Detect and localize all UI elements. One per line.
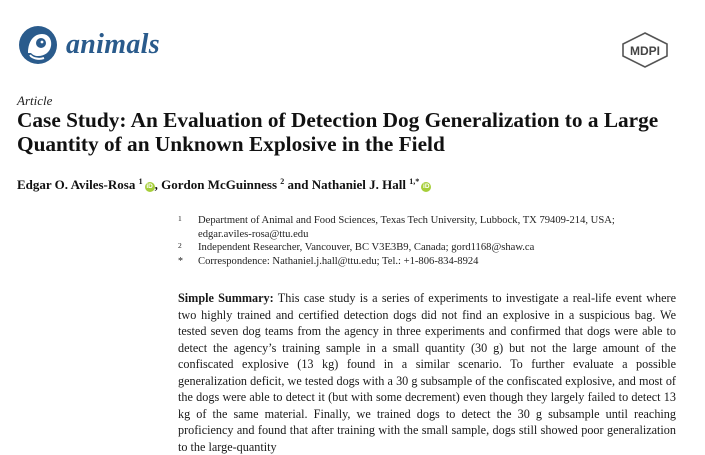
author-separator: , [154, 177, 162, 192]
affiliation-line: Independent Researcher, Vancouver, BC V3E3B9, Canada; gord1168@shaw.ca [198, 242, 535, 253]
orcid-icon[interactable]: iD [423, 183, 430, 190]
svg-text:MDPI: MDPI [630, 44, 660, 58]
animals-monkey-icon [18, 25, 58, 65]
affiliation-line: edgar.aviles-rosa@ttu.edu [198, 228, 309, 240]
author-affiliation-mark: 1,* [409, 177, 420, 186]
author-affiliation-mark: 1 [138, 177, 143, 186]
affiliation-mark: 2 [178, 241, 182, 250]
author-name[interactable]: Gordon McGuinness [161, 177, 278, 192]
author-list [17, 177, 431, 193]
affiliations [178, 214, 615, 268]
journal-logo[interactable] [18, 25, 160, 65]
summary-heading: Simple Summary: [178, 291, 274, 305]
affiliation-item [178, 241, 615, 255]
author-name[interactable]: Nathaniel J. Hall [311, 177, 407, 192]
affiliation-line: Department of Animal and Food Sciences, Texas Tech University, Lubbock, TX 79409-214, USA; [198, 215, 615, 226]
simple-summary [178, 290, 676, 455]
mdpi-logo[interactable] [621, 32, 669, 68]
affiliation-mark: * [178, 255, 183, 267]
summary-text: This case study is a series of experiments to investigate a real-life event where two highly trained and certified detection dogs did not find an explosive in a suspicious bag. We tested seven dog teams from the agency in three experiments and confirmed that dogs were able to detect the agency’s training sample in a small quantity (30 g) but not the large amount of the confiscated explosive (13 kg) found in a similar scenario. To further evaluate a possible generalization deficit, we tested dogs with a 30 g subsample of the confiscated explosive, and most of the dogs were able to detect it (but with some decrement) even though they largely failed to detect 13 kg of the same material. Finally, we trained dogs to detect the 30 g subsample until reaching proficiency and found that after training with the small sample, dogs still showed poor generalization to the large-quantity [178, 291, 677, 454]
author-separator: and [284, 177, 312, 192]
affiliation-item [178, 255, 615, 269]
article-type: Article [17, 93, 53, 108]
affiliation-line: Correspondence: Nathaniel.j.hall@ttu.edu; Tel.: +1-806-834-8924 [198, 255, 479, 267]
journal-name: animals [66, 29, 160, 60]
author-name[interactable]: Edgar O. Aviles-Rosa [17, 177, 136, 192]
author-affiliation-mark: 2 [280, 177, 285, 186]
affiliation-mark: 1 [178, 214, 182, 223]
orcid-icon[interactable]: iD [146, 183, 153, 190]
article-title: Case Study: An Evaluation of Detection Dog Generalization to a Large Quantity of an Unknown Explosive in the Field [17, 108, 659, 156]
affiliation-item [178, 214, 615, 241]
